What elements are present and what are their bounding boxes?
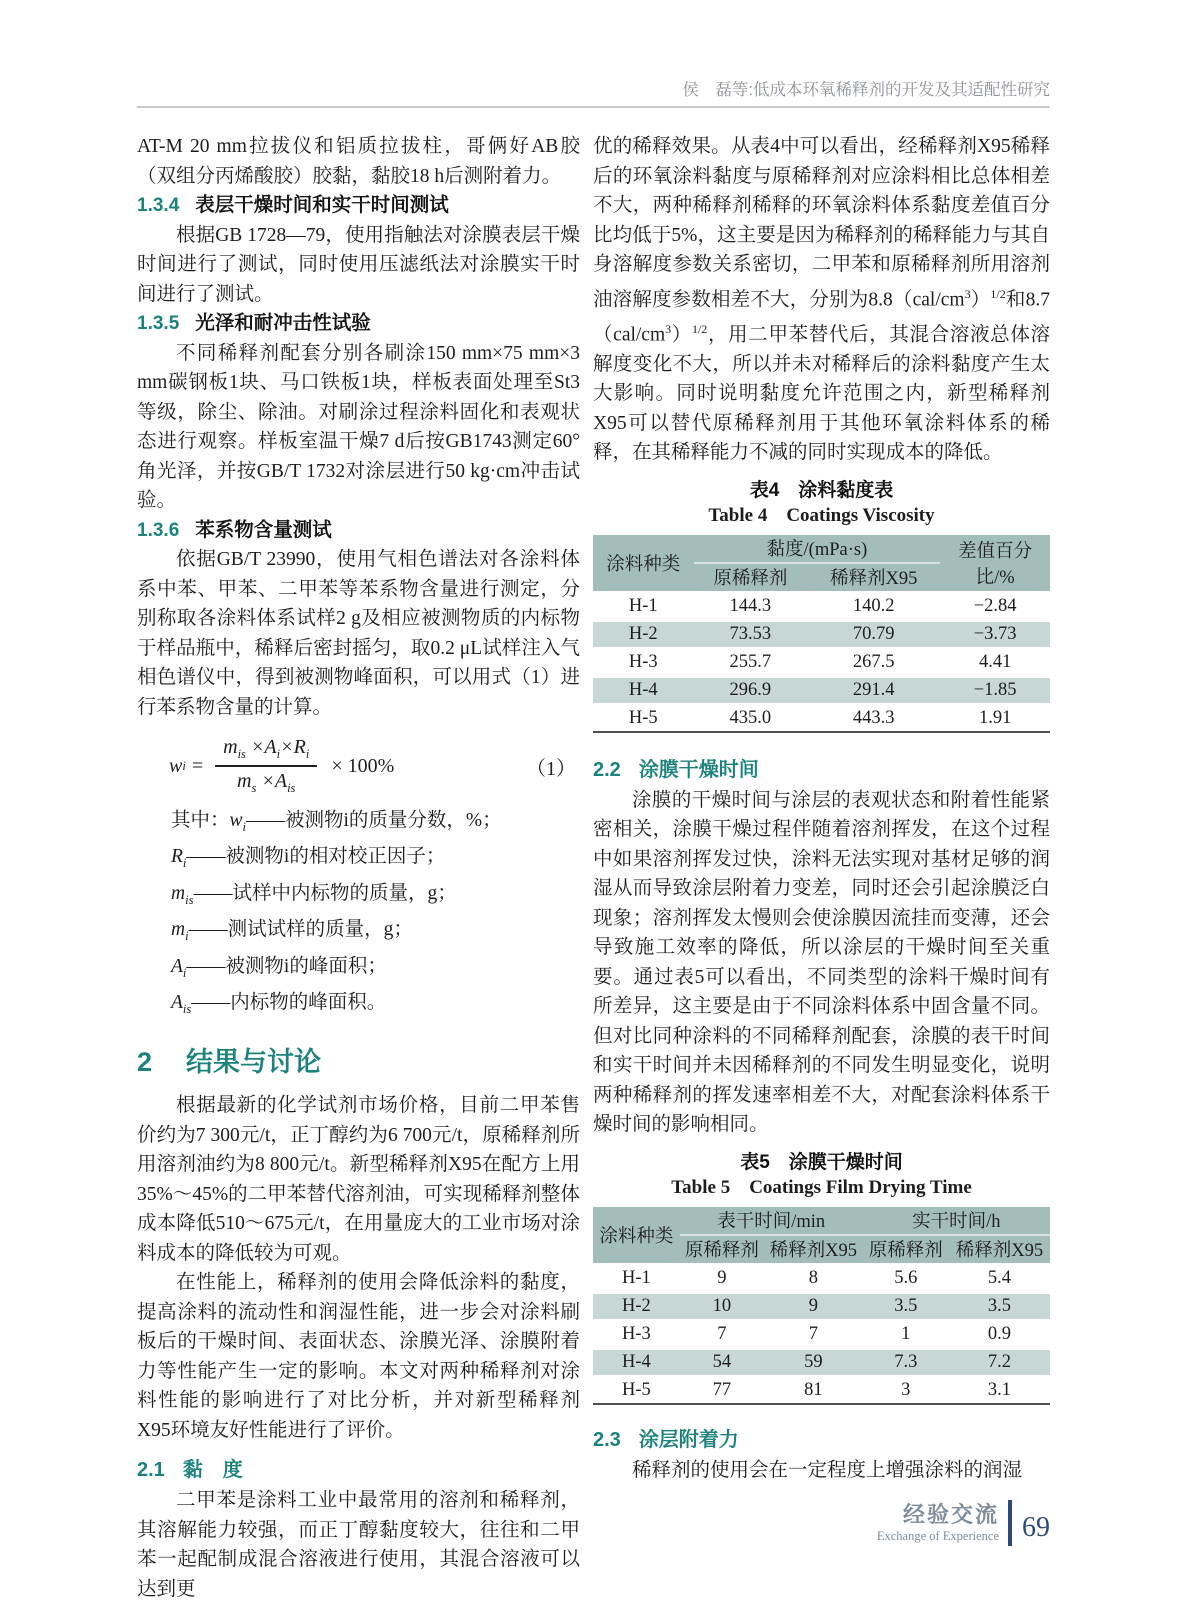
table-cell: 296.9 (694, 676, 808, 704)
paragraph: 根据最新的化学试剂市场价格，目前二甲苯售价约为7 300元/t，正丁醇约为6 700元/t，原稀释剂所用溶剂油约为8 800元/t。新型稀释剂X95在配方上用35%～45%的二甲苯替代溶剂油，可实现稀释剂整体成本降低510～675元/t，在用量庞大的工业市场对涂料成本的降低较为可观。 (137, 1095, 580, 1264)
definition-variable: A (171, 991, 183, 1013)
definition-line (137, 879, 580, 915)
column-subheader: 稀释剂X95 (949, 1235, 1050, 1265)
table-cell: 3.5 (949, 1292, 1050, 1320)
heading-number: 1.3.4 (137, 195, 180, 216)
table-cell: 8 (764, 1264, 863, 1292)
table-row (593, 1348, 1050, 1376)
definition-variable: A (171, 955, 183, 977)
table-row (593, 1292, 1050, 1320)
definition-text: ——被测物i的峰面积； (186, 955, 387, 977)
heading-title: 表层干燥时间和实干时间测试 (195, 194, 449, 216)
table-cell: H-5 (593, 1376, 680, 1404)
table-5-body (593, 1264, 1050, 1404)
superscript: 3 (964, 286, 971, 301)
definition-line (137, 952, 580, 988)
heading-title: 结果与讨论 (186, 1047, 322, 1078)
fraction (215, 736, 317, 796)
paragraph: 涂膜的干燥时间与涂层的表观状态和附着性能紧密相关，涂膜干燥过程伴随着溶剂挥发，在这个过程中如果溶剂挥发过快，涂料无法实现对基材足够的润湿从而导致涂层附着力变差，同时还会引起涂膜泛白现象；溶剂挥发太慢则会使涂膜因流挂而变薄，还会导致施工效率的降低，所以涂层的干燥时间至关重要。通过表5可以看出，不同类型的涂料干燥时间有所差异，这主要是由于不同涂料体系中固含量不同。但对比同种涂料的不同稀释剂配套，涂膜的表干时间和实干时间并未因稀释剂的不同发生明显变化，说明两种稀释剂的挥发速率相差不大，对配套涂料体系干燥时间的影响相同。 (593, 789, 1050, 1135)
definition-line (137, 842, 580, 878)
heading-1-3-6 (137, 516, 580, 546)
heading-number: 2.2 (593, 758, 621, 781)
definition-text: ——试样中内标物的质量，g； (193, 882, 457, 904)
definition-subscript: i (185, 929, 189, 944)
table-cell: 3 (863, 1376, 949, 1404)
definition-line (137, 806, 580, 842)
column-subheader: 原稀释剂 (680, 1235, 764, 1265)
superscript: 1/2 (990, 286, 1006, 301)
definition-line (137, 988, 580, 1024)
table-row (593, 1264, 1050, 1292)
superscript: 1/2 (691, 321, 708, 336)
definition-subscript: is (182, 1001, 192, 1016)
table-cell: −2.84 (940, 592, 1050, 620)
table-4-caption-cn: 表4 涂料黏度表 (749, 479, 894, 501)
heading-1-3-5 (137, 309, 580, 339)
definition-text: ——被测物i的质量分数，%； (246, 810, 502, 831)
equation-1: w i = $\frac{m_{is} \times A_i\times R_i}{m_s \times A_{is}}$ × 100% （1） (137, 736, 580, 796)
table-row (593, 704, 1050, 732)
definition-text: ——内标物的峰面积。 (191, 991, 387, 1013)
table-row (593, 676, 1050, 704)
formula-term: m (237, 770, 252, 792)
table-cell: 54 (680, 1348, 764, 1376)
heading-2-1 (137, 1453, 580, 1482)
header-rule (137, 106, 1050, 108)
table-cell: 7.2 (949, 1348, 1050, 1376)
heading-number: 2 (137, 1047, 153, 1078)
formula-subscript: is (287, 781, 296, 795)
table-cell: H-3 (593, 648, 694, 676)
fraction-numerator (215, 736, 317, 767)
column-group-header: 黏度/(mPa·s) (694, 535, 941, 563)
table-cell: H-2 (593, 620, 694, 648)
table-row (593, 592, 1050, 620)
formula-subscript: i (305, 747, 310, 761)
table-4-header (593, 535, 1050, 593)
paragraph-text: ） (671, 324, 692, 345)
left-column (137, 132, 580, 1600)
paragraph-text: ） (970, 289, 991, 310)
table-4-block (593, 478, 1050, 733)
table-cell: 291.4 (807, 676, 940, 704)
table-cell: 9 (680, 1264, 764, 1292)
table-cell: 5.4 (949, 1264, 1050, 1292)
table-cell: 10 (680, 1292, 764, 1320)
definition-subscript: i (182, 965, 187, 980)
right-column (593, 132, 1050, 1485)
heading-number: 1.3.6 (137, 519, 180, 541)
definition-variable: R (171, 846, 183, 868)
heading-title: 黏 度 (182, 1459, 243, 1482)
column-header: 涂料种类 (593, 535, 694, 593)
formula-term: m (223, 736, 238, 758)
two-column-body (137, 132, 1050, 1600)
heading-number: 2.1 (137, 1459, 165, 1482)
column-group-header: 表干时间/min (680, 1207, 863, 1235)
footer-divider-bar (1008, 1500, 1012, 1546)
definition-variable: w (229, 810, 243, 831)
table-row (593, 620, 1050, 648)
heading-title: 涂层附着力 (638, 1428, 739, 1451)
variable-definitions (137, 806, 580, 1024)
table-row (593, 1320, 1050, 1348)
table-cell: 1.91 (940, 704, 1050, 732)
paragraph-continuation: AT-M 20 mm拉拔仪和铝质拉拔柱，哥俩好AB胶（双组分丙烯酸胶）胶黏，黏胶18 h后测附着力。 (137, 136, 580, 187)
table-cell: 81 (764, 1376, 863, 1404)
table-4 (593, 535, 1050, 733)
fraction-denominator (215, 767, 317, 796)
heading-2-2 (593, 753, 1050, 782)
formula-lhs: w (169, 754, 183, 777)
equation-number: （1） (526, 757, 576, 780)
table-cell: H-3 (593, 1320, 680, 1348)
definition-variable: m (171, 919, 186, 941)
column-group-header: 实干时间/h (863, 1207, 1050, 1235)
paragraph-text: ，用二甲苯替代后，其混合溶液总体溶解度变化不大，所以并未对稀释后的涂料黏度产生太大影响。同时说明黏度允许范围之内，新型稀释剂X95可以替代原稀释剂用于其他环氧涂料体系的稀释，在其稀释能力不减的同时实现成本的降低。 (593, 324, 1050, 463)
table-cell: 0.9 (949, 1320, 1050, 1348)
column-subheader: 稀释剂X95 (807, 563, 940, 593)
equals-sign: = (191, 754, 204, 777)
definition-variable: m (171, 882, 186, 904)
table-cell: 7 (764, 1320, 863, 1348)
page-number: 69 (1022, 1512, 1050, 1543)
table-4-body (593, 592, 1050, 732)
formula-subscript: s (251, 781, 257, 795)
table-cell: H-4 (593, 1348, 680, 1376)
table-cell: H-4 (593, 676, 694, 704)
table-cell: H-2 (593, 1292, 680, 1320)
table-5-caption-cn: 表5 涂膜干燥时间 (740, 1151, 903, 1173)
paragraph: 二甲苯是涂料工业中最常用的溶剂和稀释剂，其溶解能力较强，而正丁醇黏度较大，往往和二甲苯一起配制成混合溶液进行使用，其混合溶液可以达到更 (137, 1490, 580, 1600)
formula-term: ×R (280, 736, 306, 758)
formula-subscript: is (237, 747, 246, 761)
definition-line (137, 915, 580, 951)
table-5-header (593, 1207, 1050, 1265)
formula-term: ×A (245, 736, 277, 758)
table-4-caption-en: Table 4 Coatings Viscosity (708, 504, 935, 526)
table-cell: −3.73 (940, 620, 1050, 648)
footer-section-en: Exchange of Experience (876, 1529, 999, 1543)
formula-tail: × 100% (331, 754, 395, 777)
paragraph: 稀释剂的使用会在一定程度上增强涂料的润湿 (632, 1459, 1023, 1481)
table-cell: 3.5 (863, 1292, 949, 1320)
paragraph: 根据GB 1728—79，使用指触法对涂膜表层干燥时间进行了测试，同时使用压滤纸法对涂膜实干时间进行了测试。 (137, 224, 580, 305)
formula-subscript: i (276, 747, 281, 761)
table-cell: 77 (680, 1376, 764, 1404)
column-subheader: 原稀释剂 (863, 1235, 949, 1265)
formula-term: ×A (256, 770, 288, 792)
table-cell: 7.3 (863, 1348, 949, 1376)
heading-title: 涂膜干燥时间 (638, 758, 759, 781)
table-cell: 5.6 (863, 1264, 949, 1292)
table-cell: H-5 (593, 704, 694, 732)
paragraph-text: 优的稀释效果。从表4中可以看出，经稀释剂X95稀释后的环氧涂料黏度与原稀释剂对应涂料相比总体相差不大，两种稀释剂稀释的环氧涂料体系黏度差值百分比均低于5%，这主要是因为稀释剂的稀释能力与其自身溶解度参数关系密切，二甲苯和原稀释剂所用溶剂油溶解度参数相差不大，分别为8.8（cal/cm (593, 136, 1050, 310)
paragraph: 不同稀释剂配套分别各刷涂150 mm×75 mm×3 mm碳钢板1块、马口铁板1块，样板表面处理至St3等级，除尘、除油。对刷涂过程涂料固化和表观状态进行观察。样板室温干燥7 d后按GB1743测定60°角光泽，并按GB/T 1732对涂层进行50 kg·cm冲击试验。 (137, 342, 580, 511)
table-cell: 140.2 (807, 592, 940, 620)
footer-section-cn: 经验交流 (902, 1502, 999, 1527)
page-footer (877, 1500, 1050, 1546)
table-5 (593, 1207, 1050, 1405)
table-cell: −1.85 (940, 676, 1050, 704)
paragraph-continuation (593, 132, 1050, 468)
table-cell: 443.3 (807, 704, 940, 732)
column-subheader: 原稀释剂 (694, 563, 808, 593)
table-cell: 1 (863, 1320, 949, 1348)
table-cell: H-1 (593, 1264, 680, 1292)
table-row (593, 648, 1050, 676)
column-header: 差值百分比/% (940, 535, 1050, 593)
table-cell: 435.0 (694, 704, 808, 732)
definition-text: ——被测物i的相对校正因子； (186, 846, 446, 868)
column-subheader: 稀释剂X95 (764, 1235, 863, 1265)
table-cell: 73.53 (694, 620, 808, 648)
column-header: 涂料种类 (593, 1207, 680, 1265)
table-cell: 267.5 (807, 648, 940, 676)
table-cell: 144.3 (694, 592, 808, 620)
superscript: 3 (665, 321, 672, 336)
paragraph: 依据GB/T 23990，使用气相色谱法对各涂料体系中苯、甲苯、二甲苯等苯系物含量进行测定，分别称取各涂料体系试样2 g及相应被测物质的内标物于样品瓶中，稀释后密封摇匀，取0.2 μL试样注入气相色谱仪中，得到被测物峰面积，可以用式（1）进行苯系物含量的计算。 (137, 549, 580, 718)
table-cell: 7 (680, 1320, 764, 1348)
table-row (593, 1376, 1050, 1404)
definition-text: ——测试试样的质量，g； (188, 919, 413, 941)
heading-2-3 (593, 1423, 1050, 1452)
heading-number: 2.3 (593, 1428, 621, 1451)
definition-subscript: is (185, 892, 194, 907)
heading-title: 光泽和耐冲击性试验 (195, 312, 371, 334)
running-head: 侯 磊等:低成本环氧稀释剂的开发及其适配性研究 (682, 81, 1050, 99)
table-cell: 59 (764, 1348, 863, 1376)
table-cell: H-1 (593, 592, 694, 620)
paragraph-text: 和8.7（cal/cm (593, 289, 1050, 345)
heading-1-3-4 (137, 191, 580, 221)
table-5-caption-en: Table 5 Coatings Film Drying Time (671, 1176, 972, 1198)
paragraph: 在性能上，稀释剂的使用会降低涂料的黏度，提高涂料的流动性和润湿性能，进一步会对涂料刷板后的干燥时间、表面状态、涂膜光泽、涂膜附着力等性能产生一定的影响。本文对两种稀释剂对涂料性能的影响进行了对比分析，并对新型稀释剂X95环境友好性能进行了评价。 (137, 1272, 580, 1441)
definition-subscript: i (182, 856, 187, 871)
table-cell: 9 (764, 1292, 863, 1320)
heading-number: 1.3.5 (137, 313, 180, 334)
table-cell: 70.79 (807, 620, 940, 648)
table-cell: 255.7 (694, 648, 808, 676)
table-cell: 4.41 (940, 648, 1050, 676)
table-cell: 3.1 (949, 1376, 1050, 1404)
heading-section-2 (137, 1040, 580, 1079)
definition-prefix: 其中： (171, 810, 230, 831)
heading-title: 苯系物含量测试 (195, 518, 332, 541)
table-5-block (593, 1150, 1050, 1405)
definition-subscript: i (242, 819, 247, 834)
footer-section-label (877, 1502, 999, 1544)
